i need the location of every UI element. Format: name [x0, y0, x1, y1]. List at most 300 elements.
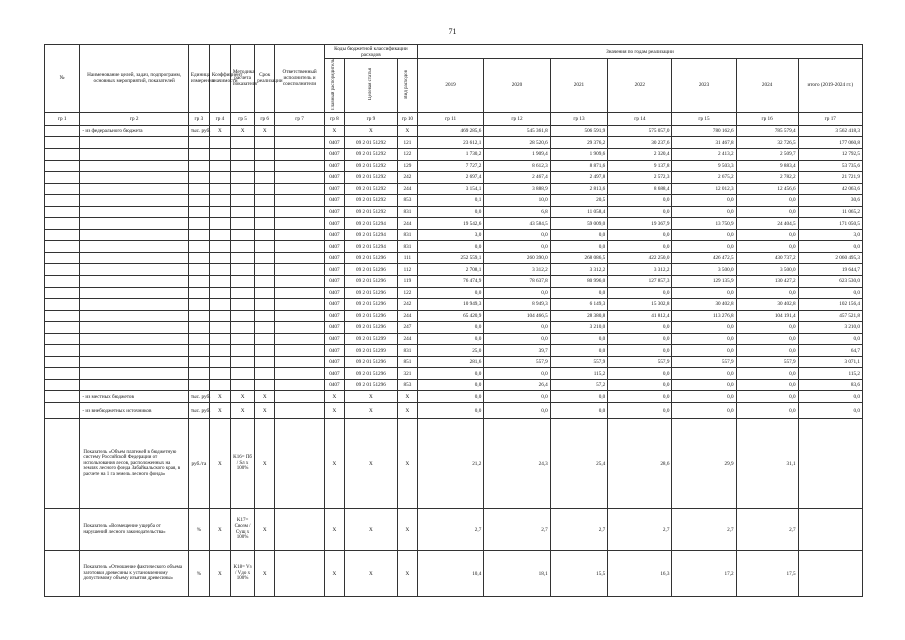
value-cell: 0,0 [736, 195, 798, 207]
value-cell: 0,0 [672, 195, 736, 207]
header-year-2021: 2021 [550, 59, 608, 113]
value-cell: 0,0 [608, 229, 672, 241]
code-type-cell: 831 [397, 206, 417, 218]
value-cell: 2 572,3 [608, 172, 672, 184]
value-cell: 0,0 [736, 322, 798, 334]
value-cell: 25,0 [417, 345, 483, 357]
col-number: гр 3 [188, 112, 209, 125]
value-cell: 12 012,3 [672, 183, 736, 195]
value-cell: 6 149,3 [550, 299, 608, 311]
value-cell: 28 520,6 [484, 137, 550, 149]
value-cell: 3 210,0 [798, 322, 862, 334]
unit-cell: руб./га [188, 419, 209, 509]
value-cell: 0,0 [608, 333, 672, 345]
indicator-name: Показатель «Объем платежей в бюджетную систему Российской Федерации от использования лесов, расположенных на землях лесного фонда Забайкальского края, в расчете на 1 га земель лесного фонда» [80, 419, 188, 509]
value-cell: 0,0 [484, 287, 550, 299]
value-cell: 18,1 [484, 551, 550, 597]
value-cell: 2 320,4 [608, 148, 672, 160]
value-cell: 6,8 [484, 206, 550, 218]
value-cell: 0,0 [608, 195, 672, 207]
value-cell: 0,0 [417, 379, 483, 391]
value-cell: 32 726,5 [736, 137, 798, 149]
value-cell: 2 675,2 [672, 172, 736, 184]
value-cell: 557,9 [484, 356, 550, 368]
value-cell: 3,0 [798, 229, 862, 241]
value-cell: 780 162,6 [672, 125, 736, 137]
value-cell: 9 883,4 [736, 160, 798, 172]
value-cell: 3 500,0 [736, 264, 798, 276]
code-gr-cell: 0407 [324, 229, 344, 241]
col-number: гр 17 [798, 112, 862, 125]
value-cell: 0,0 [672, 241, 736, 253]
value-cell: 557,9 [736, 356, 798, 368]
value-cell: 28,6 [608, 419, 672, 509]
value-cell: 30,6 [798, 195, 862, 207]
code-target-cell: 09 2 01 51292 [344, 206, 397, 218]
col-number: гр 10 [397, 112, 417, 125]
column-numbers-row [45, 112, 863, 125]
header-code-gr: Главный распорядитель [324, 59, 344, 113]
indicator-method: K18= Vз / Vдо x 100% [230, 551, 254, 597]
value-cell: 8 949,3 [484, 299, 550, 311]
value-cell: 557,9 [672, 356, 736, 368]
code-type-cell: 242 [397, 299, 417, 311]
header-values-by-year: Значения по годам реализации [417, 45, 862, 59]
value-cell: 281,6 [417, 356, 483, 368]
code-gr-cell: 0407 [324, 310, 344, 322]
code-gr-cell: 0407 [324, 379, 344, 391]
row-label: - из внебюджетных источников [80, 403, 188, 419]
value-cell: 785 579,4 [736, 125, 798, 137]
value-cell: 0,0 [736, 345, 798, 357]
col-number: гр 13 [550, 112, 608, 125]
value-cell: 2 467,4 [484, 172, 550, 184]
code-target-cell: 09 2 01 51296 [344, 322, 397, 334]
value-cell: 1 909,4 [484, 148, 550, 160]
value-cell: 0,0 [484, 241, 550, 253]
value-cell: 0,0 [672, 368, 736, 380]
value-cell: 2,7 [736, 509, 798, 551]
code-type-cell: 244 [397, 310, 417, 322]
code-type-cell: 831 [397, 345, 417, 357]
value-cell: 31,1 [736, 419, 798, 509]
header-year-2019: 2019 [417, 59, 483, 113]
value-cell: 0,0 [608, 403, 672, 419]
value-cell: 1 909,6 [550, 148, 608, 160]
code-gr-cell: 0407 [324, 195, 344, 207]
value-cell: 29,9 [672, 419, 736, 509]
unit-cell: тыс. руб. [188, 403, 209, 419]
value-cell: 30 402,8 [672, 299, 736, 311]
code-target-cell: 09 2 01 51299 [344, 333, 397, 345]
value-cell: 0,0 [608, 322, 672, 334]
code-type-cell: 244 [397, 183, 417, 195]
value-cell: 64,7 [798, 345, 862, 357]
value-cell: 21,2 [417, 419, 483, 509]
value-cell: 26,4 [484, 379, 550, 391]
value-cell: 3 500,0 [672, 264, 736, 276]
header-total: итого (2019-2024 гг.) [798, 59, 862, 113]
value-cell: 557,9 [550, 356, 608, 368]
value-cell: 17,5 [736, 551, 798, 597]
value-cell: 130 427,2 [736, 275, 798, 287]
value-cell: 53 735,6 [798, 160, 862, 172]
value-cell: 24,3 [484, 419, 550, 509]
header-responsible: Ответственный исполнитель и соисполнители [275, 45, 325, 113]
value-cell: 0,0 [672, 333, 736, 345]
value-cell: 2,7 [608, 509, 672, 551]
code-target-cell: 09 2 01 51296 [344, 368, 397, 380]
value-cell: 0,0 [672, 391, 736, 403]
code-type-cell: 853 [397, 379, 417, 391]
value-cell: 0,0 [672, 287, 736, 299]
value-cell: 0,0 [736, 391, 798, 403]
value-cell: 83,6 [798, 379, 862, 391]
value-cell: 0,1 [417, 195, 483, 207]
value-cell: 0,0 [608, 241, 672, 253]
col-number: гр 8 [324, 112, 344, 125]
code-gr-cell: 0407 [324, 333, 344, 345]
value-cell: 2 509,7 [736, 148, 798, 160]
code-type-cell: 244 [397, 218, 417, 230]
code-target-cell: 09 2 01 51296 [344, 264, 397, 276]
code-type-cell: 831 [397, 229, 417, 241]
budget-code-row [45, 275, 863, 287]
value-cell: 0,0 [484, 322, 550, 334]
value-cell: 0,0 [417, 368, 483, 380]
row-label: - из федерального бюджета [80, 125, 188, 137]
value-cell: 57,2 [550, 379, 608, 391]
budget-code-row [45, 229, 863, 241]
value-cell: 3 154,1 [417, 183, 483, 195]
value-cell: 260 390,0 [484, 252, 550, 264]
value-cell: 10,4 [417, 551, 483, 597]
value-cell: 0,0 [484, 368, 550, 380]
indicator-row: Показатель «Объем платежей в бюджетную систему Российской Федерации от использования лесов, расположенных на землях лесного фонда Забайкальского края, в расчете на 1 га земель лесного фонда» руб./га X K16= Пб / Sл x 100% X X X X 21,2 24,3 25,4 28,6 29,9 31,1 [45, 419, 863, 509]
value-cell: 0,0 [417, 287, 483, 299]
budget-code-row [45, 333, 863, 345]
value-cell: 8 871,6 [550, 160, 608, 172]
code-target-cell: 09 2 01 51299 [344, 345, 397, 357]
code-target-cell: 09 2 01 51294 [344, 218, 397, 230]
value-cell: 24 404,5 [736, 218, 798, 230]
unit-cell: % [188, 551, 209, 597]
unit-cell: тыс. руб. [188, 391, 209, 403]
value-cell: 76 474,9 [417, 275, 483, 287]
code-target-cell: 09 2 01 51292 [344, 172, 397, 184]
value-cell: 3 888,9 [484, 183, 550, 195]
header-year-2020: 2020 [484, 59, 550, 113]
value-cell: 469 285,6 [417, 125, 483, 137]
code-gr-cell: 0407 [324, 137, 344, 149]
code-type-cell: 244 [397, 333, 417, 345]
budget-code-row [45, 322, 863, 334]
code-target-cell: 09 2 01 51296 [344, 310, 397, 322]
header-num: № [45, 45, 80, 113]
value-cell: 0,0 [672, 229, 736, 241]
value-cell: 113 276,8 [672, 310, 736, 322]
value-cell: 39,7 [484, 345, 550, 357]
budget-code-row [45, 195, 863, 207]
value-cell: 2 697,4 [417, 172, 483, 184]
budget-code-row [45, 287, 863, 299]
value-cell: 3 071,1 [798, 356, 862, 368]
budget-code-row [45, 264, 863, 276]
budget-code-row [45, 218, 863, 230]
header-year-2023: 2023 [672, 59, 736, 113]
code-gr-cell: 0407 [324, 252, 344, 264]
value-cell: 2,7 [417, 509, 483, 551]
budget-code-row [45, 368, 863, 380]
budget-code-row [45, 241, 863, 253]
value-cell: 545 361,8 [484, 125, 550, 137]
value-cell: 0,0 [798, 391, 862, 403]
budget-code-row [45, 356, 863, 368]
value-cell: 104 466,5 [484, 310, 550, 322]
code-type-cell: 853 [397, 195, 417, 207]
indicator-method: K16= Пб / Sл x 100% [230, 419, 254, 509]
row-label: - из местных бюджетов [80, 391, 188, 403]
value-cell: 0,0 [417, 322, 483, 334]
value-cell: 0,0 [608, 379, 672, 391]
value-cell: 0,0 [736, 379, 798, 391]
value-cell: 0,0 [550, 403, 608, 419]
value-cell: 115,2 [550, 368, 608, 380]
code-gr-cell: 0407 [324, 356, 344, 368]
col-number: гр 15 [672, 112, 736, 125]
code-type-cell: 112 [397, 264, 417, 276]
code-gr-cell: 0407 [324, 345, 344, 357]
value-cell: 0,0 [672, 345, 736, 357]
value-cell: 2,7 [672, 509, 736, 551]
value-cell: 17,2 [672, 551, 736, 597]
code-target-cell: 09 2 01 51296 [344, 299, 397, 311]
value-cell: 9 503,3 [672, 160, 736, 172]
code-type-cell: 122 [397, 287, 417, 299]
value-cell: 252 559,1 [417, 252, 483, 264]
value-cell: 43 584,5 [484, 218, 550, 230]
value-cell: 0,0 [672, 403, 736, 419]
value-cell: 2 060 495,3 [798, 252, 862, 264]
value-cell: 10 949,3 [417, 299, 483, 311]
unit-cell: тыс. руб. [188, 125, 209, 137]
value-cell: 0,0 [798, 287, 862, 299]
value-cell: 3 562 418,3 [798, 125, 862, 137]
value-cell: 0,0 [736, 206, 798, 218]
value-cell: 3,0 [417, 229, 483, 241]
value-cell: 0,0 [736, 333, 798, 345]
code-type-cell: 129 [397, 160, 417, 172]
code-type-cell: 831 [397, 241, 417, 253]
value-cell: 2,7 [550, 509, 608, 551]
value-cell: 0,0 [608, 287, 672, 299]
value-cell: 59 009,0 [550, 218, 608, 230]
code-gr-cell: 0407 [324, 368, 344, 380]
value-cell: 21 721,9 [798, 172, 862, 184]
value-cell: 2 497,8 [550, 172, 608, 184]
code-type-cell: 111 [397, 252, 417, 264]
indicator-row: Показатель «Возмещение ущерба от нарушений лесного законодательства» % X K17= Свозм / Сущ x 100% X X X X 2,7 2,7 2,7 2,7 2,7 2,7 [45, 509, 863, 551]
budget-code-row [45, 137, 863, 149]
value-cell: 422 250,0 [608, 252, 672, 264]
value-cell: 0,0 [798, 241, 862, 253]
code-type-cell: 121 [397, 137, 417, 149]
code-type-cell: 119 [397, 275, 417, 287]
header-year-2024: 2024 [736, 59, 798, 113]
value-cell: 0,0 [550, 391, 608, 403]
value-cell: 0,0 [672, 379, 736, 391]
value-cell: 0,0 [484, 403, 550, 419]
value-cell: 19 542,6 [417, 218, 483, 230]
value-cell: 2,7 [484, 509, 550, 551]
value-cell: 0,0 [550, 345, 608, 357]
value-cell: 0,0 [484, 229, 550, 241]
col-number: гр 16 [736, 112, 798, 125]
col-number: гр 14 [608, 112, 672, 125]
col-number: гр 12 [484, 112, 550, 125]
value-cell: 11 058,4 [550, 206, 608, 218]
value-cell: 2 413,2 [672, 148, 736, 160]
col-number: гр 9 [344, 112, 397, 125]
value-cell: 15 302,8 [608, 299, 672, 311]
code-target-cell: 09 2 01 51296 [344, 275, 397, 287]
header-method: Методика расчета показателя [230, 45, 254, 113]
federal-budget-row: - из федерального бюджета тыс. руб. X X X X X X 469 285,6 545 361,8 506 591,9 575 057,0 780 162,6 785 579,4 3 562 418,3 [45, 125, 863, 137]
budget-code-row [45, 299, 863, 311]
value-cell: 11 065,2 [798, 206, 862, 218]
value-cell: 8 612,3 [484, 160, 550, 172]
value-cell: 102 156,4 [798, 299, 862, 311]
code-target-cell: 09 2 01 51292 [344, 148, 397, 160]
code-target-cell: 09 2 01 51292 [344, 137, 397, 149]
value-cell: 115,2 [798, 368, 862, 380]
indicator-name: Показатель «Возмещение ущерба от нарушений лесного законодательства» [80, 509, 188, 551]
value-cell: 42 063,6 [798, 183, 862, 195]
code-type-cell: 851 [397, 356, 417, 368]
col-number: гр 5 [230, 112, 254, 125]
value-cell: 127 857,3 [608, 275, 672, 287]
value-cell: 0,0 [736, 403, 798, 419]
header-year-2022: 2022 [608, 59, 672, 113]
value-cell: 28 380,8 [550, 310, 608, 322]
budget-code-row [45, 183, 863, 195]
value-cell: 0,0 [550, 241, 608, 253]
value-cell: 3 312,2 [484, 264, 550, 276]
value-cell: 129 135,9 [672, 275, 736, 287]
code-target-cell: 09 2 01 51296 [344, 287, 397, 299]
value-cell: 25,4 [550, 419, 608, 509]
value-cell: 0,0 [672, 206, 736, 218]
value-cell: 2 782,2 [736, 172, 798, 184]
value-cell: 623 530,0 [798, 275, 862, 287]
budget-code-row [45, 379, 863, 391]
value-cell: 3 312,2 [608, 264, 672, 276]
value-cell: 0,0 [798, 403, 862, 419]
code-target-cell: 09 2 01 51296 [344, 252, 397, 264]
value-cell: 0,0 [608, 391, 672, 403]
value-cell: 0,0 [798, 333, 862, 345]
value-cell: 0,0 [608, 368, 672, 380]
header-code-target: Целевая статья [344, 59, 397, 113]
col-number: гр 6 [255, 112, 275, 125]
indicator-name: Показатель «Отношение фактического объема заготовки древесины к установленному допустимому объему изъятия древесины» [80, 551, 188, 597]
budget-code-row [45, 160, 863, 172]
value-cell: 23 612,1 [417, 137, 483, 149]
col-number: гр 4 [209, 112, 230, 125]
value-cell: 575 057,0 [608, 125, 672, 137]
value-cell: 41 812,4 [608, 310, 672, 322]
budget-code-row [45, 310, 863, 322]
value-cell: 506 591,9 [550, 125, 608, 137]
value-cell: 31 467,8 [672, 137, 736, 149]
value-cell: 1 730,2 [417, 148, 483, 160]
code-target-cell: 09 2 01 51296 [344, 379, 397, 391]
code-gr-cell: 0407 [324, 241, 344, 253]
local-budget-row: - из местных бюджетов тыс. руб. X X X X X X 0,0 0,0 0,0 0,0 0,0 0,0 0,0 [45, 391, 863, 403]
value-cell: 10,0 [484, 195, 550, 207]
budget-code-row [45, 345, 863, 357]
value-cell: 0,0 [417, 391, 483, 403]
header-name: Наименование целей, задач, подпрограмм, основных мероприятий, показателей [80, 45, 188, 113]
budget-code-row [45, 172, 863, 184]
code-type-cell: 247 [397, 322, 417, 334]
page-number: 71 [448, 27, 457, 36]
code-gr-cell: 0407 [324, 183, 344, 195]
code-type-cell: 122 [397, 148, 417, 160]
value-cell: 0,0 [550, 333, 608, 345]
budget-code-row [45, 148, 863, 160]
value-cell: 16,3 [608, 551, 672, 597]
value-cell: 65 420,9 [417, 310, 483, 322]
col-number: гр 1 [45, 112, 80, 125]
extra-budget-row: - из внебюджетных источников тыс. руб. X X X X X X 0,0 0,0 0,0 0,0 0,0 0,0 0,0 [45, 403, 863, 419]
value-cell: 268 086,5 [550, 252, 608, 264]
program-table [44, 44, 863, 597]
value-cell: 9 137,8 [608, 160, 672, 172]
header-code-type: Вид расходов [397, 59, 417, 113]
code-gr-cell: 0407 [324, 322, 344, 334]
value-cell: 80 996,0 [550, 275, 608, 287]
value-cell: 557,9 [608, 356, 672, 368]
value-cell: 15,5 [550, 551, 608, 597]
code-gr-cell: 0407 [324, 299, 344, 311]
value-cell: 0,0 [417, 206, 483, 218]
value-cell: 0,0 [672, 322, 736, 334]
code-gr-cell: 0407 [324, 287, 344, 299]
code-target-cell: 09 2 01 51294 [344, 229, 397, 241]
header-term: Срок реализации [255, 45, 275, 113]
code-gr-cell: 0407 [324, 206, 344, 218]
unit-cell: % [188, 509, 209, 551]
value-cell: 177 060,8 [798, 137, 862, 149]
budget-code-row [45, 252, 863, 264]
value-cell: 0,0 [550, 229, 608, 241]
value-cell: 0,0 [736, 287, 798, 299]
value-cell: 20,5 [550, 195, 608, 207]
value-cell: 426 472,5 [672, 252, 736, 264]
value-cell: 104 191,4 [736, 310, 798, 322]
code-gr-cell: 0407 [324, 218, 344, 230]
code-target-cell: 09 2 01 51292 [344, 195, 397, 207]
value-cell: 0,0 [417, 241, 483, 253]
header-unit: Единица измерения [188, 45, 209, 113]
code-target-cell: 09 2 01 51296 [344, 356, 397, 368]
code-gr-cell: 0407 [324, 172, 344, 184]
code-type-cell: 321 [397, 368, 417, 380]
code-target-cell: 09 2 01 51292 [344, 183, 397, 195]
value-cell: 8 688,4 [608, 183, 672, 195]
value-cell: 0,0 [484, 391, 550, 403]
